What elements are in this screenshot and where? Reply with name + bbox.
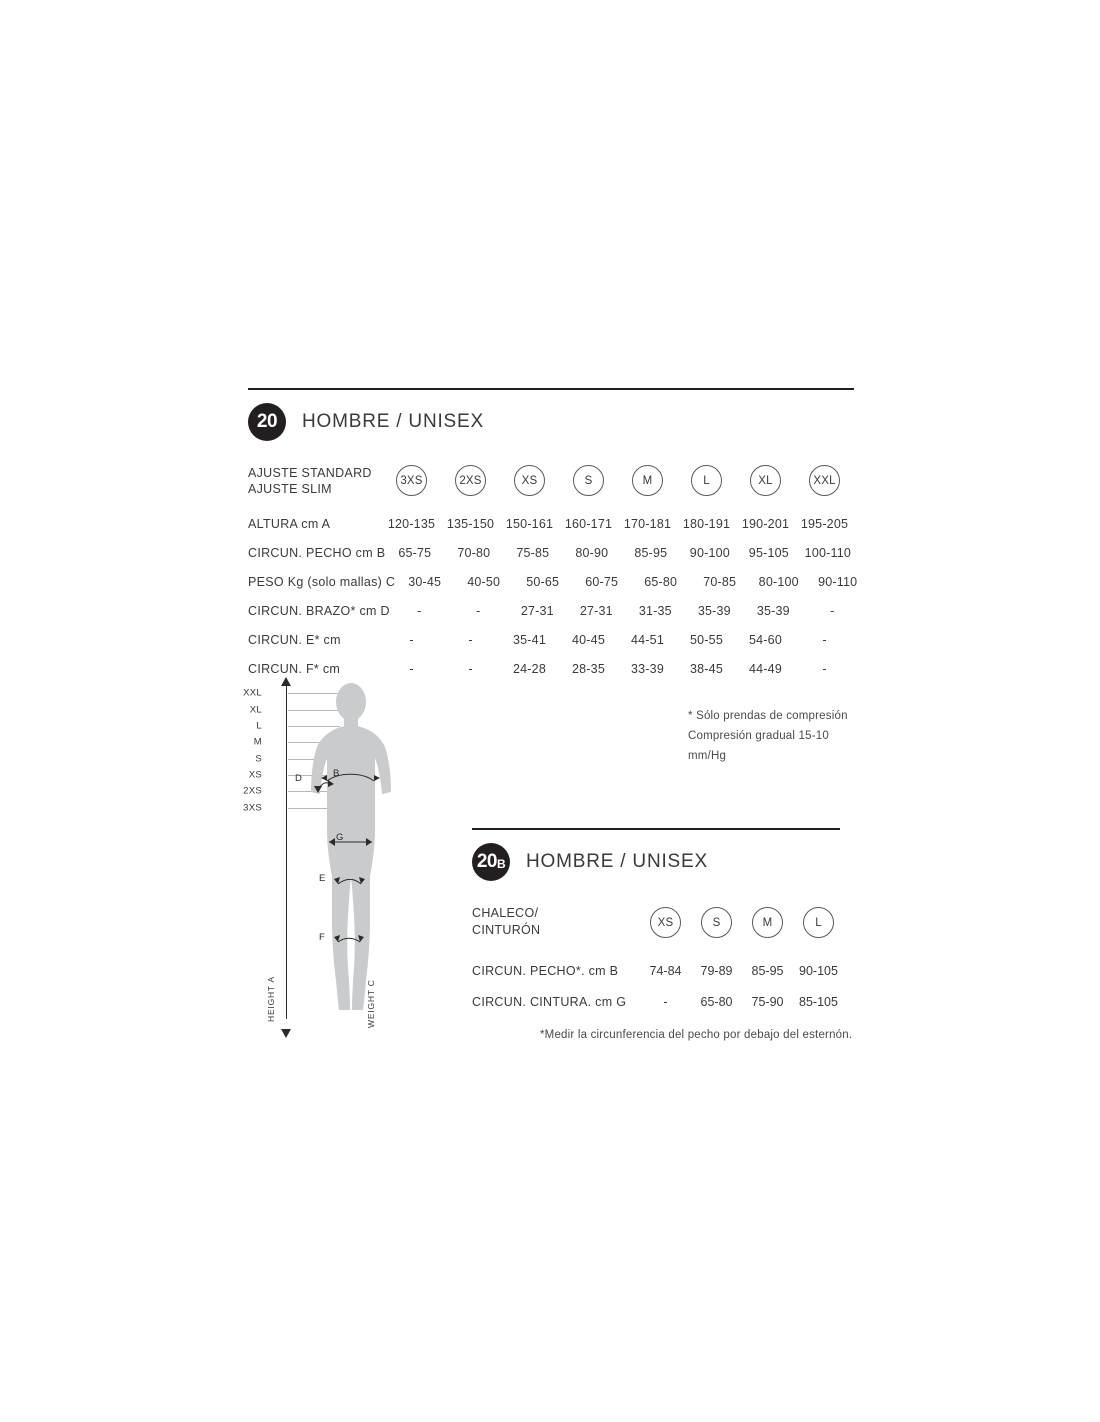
row-values (382, 517, 854, 531)
table-cell: 80-100 (758, 574, 799, 589)
table-cell: - (663, 994, 668, 1009)
table-cell: 85-95 (751, 963, 784, 978)
scale-label-xl: XL (249, 704, 262, 716)
table-b-header-row (472, 905, 854, 955)
row-values (385, 546, 857, 560)
table-cell: - (476, 603, 481, 618)
table-cell: 74-84 (649, 963, 682, 978)
size-circle-m: M (632, 465, 663, 496)
table-cell: 70-80 (457, 545, 491, 560)
table-cell: 160-171 (564, 516, 613, 531)
fit-type-label (248, 463, 382, 497)
category-label (472, 905, 640, 939)
row-values (382, 662, 854, 676)
table-cell: 28-35 (572, 661, 605, 676)
table-cell: 90-105 (799, 963, 838, 978)
table-cell: 33-39 (631, 661, 664, 676)
measure-label-b: B (333, 768, 340, 779)
table-cell: 70-85 (703, 574, 737, 589)
size-header-cell (742, 905, 793, 938)
row-label: PESO Kg (solo mallas) C (248, 574, 396, 589)
table-cell: 38-45 (690, 661, 723, 676)
size-circle-s: S (573, 465, 604, 496)
size-circle-l: L (691, 465, 722, 496)
table-cell: 79-89 (700, 963, 733, 978)
row-label: CIRCUN. PECHO*. cm B (472, 963, 619, 978)
table-cell: 50-65 (526, 574, 560, 589)
section-divider-top (248, 388, 854, 390)
note-line-2: Compresión gradual 15-10 mm/Hg (688, 730, 829, 762)
table-cell: 35-39 (756, 603, 790, 618)
table-cell: - (822, 661, 827, 676)
size-header-cell (559, 463, 618, 496)
table-cell: 190-201 (741, 516, 790, 531)
table-cell: 150-161 (505, 516, 554, 531)
table-cell: 95-105 (748, 545, 789, 560)
size-circle-2xs: 2XS (455, 465, 486, 496)
row-values (382, 633, 854, 647)
table-row (248, 509, 854, 538)
axis-arrow-up-icon (281, 677, 291, 686)
table-cell: 65-75 (398, 545, 432, 560)
scale-label-l: L (256, 720, 262, 732)
table-row (248, 625, 854, 654)
size-header-cell (691, 905, 742, 938)
weight-axis-label: WEIGHT C (366, 979, 376, 1028)
scale-label-xxl: XXL (243, 687, 262, 699)
size-header-cell (736, 463, 795, 496)
table-cell: 31-35 (638, 603, 672, 618)
section-header (248, 403, 854, 441)
table-cell: 24-28 (513, 661, 546, 676)
table-cell: - (468, 632, 473, 647)
size-circle-3xs: 3XS (396, 465, 427, 496)
measure-label-e: E (319, 873, 326, 884)
section-badge (248, 403, 286, 441)
size-circle-xs: XS (514, 465, 545, 496)
table-cell: 180-191 (682, 516, 731, 531)
measure-label-f: F (319, 932, 326, 943)
size-circle-xxl: XXL (809, 465, 840, 496)
height-axis-label: HEIGHT A (266, 976, 276, 1022)
section-b-badge-letter: B (496, 857, 506, 871)
table-cell: 65-80 (644, 574, 678, 589)
measure-label-g: G (336, 832, 344, 843)
table-cell: 27-31 (579, 603, 613, 618)
table-cell: 65-80 (700, 994, 733, 1009)
table-cell: 75-85 (516, 545, 550, 560)
note-line-1: * Sólo prendas de compresión (688, 710, 848, 722)
table-cell: 80-90 (575, 545, 609, 560)
row-label: CIRCUN. CINTURA. cm G (472, 994, 627, 1009)
table-cell: 170-181 (623, 516, 672, 531)
table-cell: 85-95 (634, 545, 668, 560)
category-line-2: CINTURÓN (472, 923, 541, 937)
size-header-cells (382, 463, 854, 496)
axis-arrow-down-icon (281, 1029, 291, 1038)
section-vest-belt (472, 828, 854, 1041)
table-row (472, 955, 854, 986)
size-circle-m: M (752, 907, 783, 938)
section-b-divider-top (472, 828, 840, 830)
table-cell: 90-110 (818, 574, 858, 589)
table-cell: 90-100 (689, 545, 730, 560)
table-cell: 60-75 (585, 574, 619, 589)
size-circle-xs: XS (650, 907, 681, 938)
compression-notes (688, 706, 854, 766)
fit-slim-label: AJUSTE SLIM (248, 482, 332, 496)
table-row (248, 567, 858, 596)
table-cell: 30-45 (408, 574, 442, 589)
scale-label-xs: XS (248, 769, 262, 781)
table-cell: - (417, 603, 422, 618)
table-cell: 40-50 (467, 574, 501, 589)
table-row (472, 986, 854, 1017)
table-cell: 54-60 (749, 632, 782, 647)
measure-label-d: D (295, 773, 303, 784)
row-values (395, 575, 867, 589)
size-header-cell (795, 463, 854, 496)
table-cell: 27-31 (520, 603, 554, 618)
scale-label-3xs: 3XS (243, 802, 262, 814)
size-header-cell (441, 463, 500, 496)
table-header-row (248, 463, 854, 509)
vest-belt-table (472, 905, 854, 1041)
size-header-cell (677, 463, 736, 496)
table-cell: - (409, 661, 414, 676)
section-title: HOMBRE / UNISEX (302, 411, 484, 432)
table-cell: - (830, 603, 835, 618)
scale-label-m: M (253, 736, 262, 748)
table-cell: 44-51 (631, 632, 664, 647)
table-row (248, 538, 854, 567)
row-values (390, 604, 862, 618)
size-table (248, 463, 858, 683)
table-cell: 35-41 (513, 632, 546, 647)
table-cell: 75-90 (751, 994, 784, 1009)
table-cell: 85-105 (799, 994, 838, 1009)
height-axis-line (286, 683, 287, 1019)
section-b-badge-number: 20 (476, 851, 497, 872)
table-cell: 35-39 (697, 603, 731, 618)
row-label: CIRCUN. E* cm (248, 632, 341, 647)
section-b-title: HOMBRE / UNISEX (526, 851, 708, 872)
size-header-cell (640, 905, 691, 938)
table-cell: 120-135 (387, 516, 436, 531)
scale-label-2xs: 2XS (243, 785, 262, 797)
table-cell: 195-205 (800, 516, 849, 531)
section-b-badge (472, 843, 510, 881)
table-cell: 100-110 (804, 545, 852, 560)
row-label: ALTURA cm A (248, 516, 331, 531)
table-cell: - (409, 632, 414, 647)
scale-label-s: S (255, 753, 262, 765)
table-cell: 50-55 (690, 632, 723, 647)
table-cell: 135-150 (446, 516, 495, 531)
size-header-cell (500, 463, 559, 496)
table-row (248, 596, 854, 625)
row-label: CIRCUN. PECHO cm B (248, 545, 386, 560)
section-men-unisex (248, 388, 858, 762)
human-body-silhouette (294, 680, 408, 1020)
table-cell: - (468, 661, 473, 676)
fit-standard-label: AJUSTE STANDARD (248, 466, 372, 480)
table-cell: 40-45 (572, 632, 605, 647)
size-header-cell (382, 463, 441, 496)
size-header-cell (618, 463, 677, 496)
size-header-cell (793, 905, 844, 938)
row-label: CIRCUN. F* cm (248, 661, 341, 676)
section-badge-number: 20 (256, 411, 278, 432)
table-row (248, 654, 854, 683)
size-circle-s: S (701, 907, 732, 938)
table-cell: - (822, 632, 827, 647)
table-cell: 44-49 (749, 661, 782, 676)
row-label: CIRCUN. BRAZO* cm D (248, 603, 390, 618)
body-measurement-figure (243, 680, 408, 1030)
section-b-footnote: *Medir la circunferencia del pecho por debajo del esternón. (540, 1029, 853, 1041)
size-circle-l: L (803, 907, 834, 938)
category-line-1: CHALECO/ (472, 906, 539, 920)
section-b-header (472, 843, 854, 881)
size-circle-xl: XL (750, 465, 781, 496)
